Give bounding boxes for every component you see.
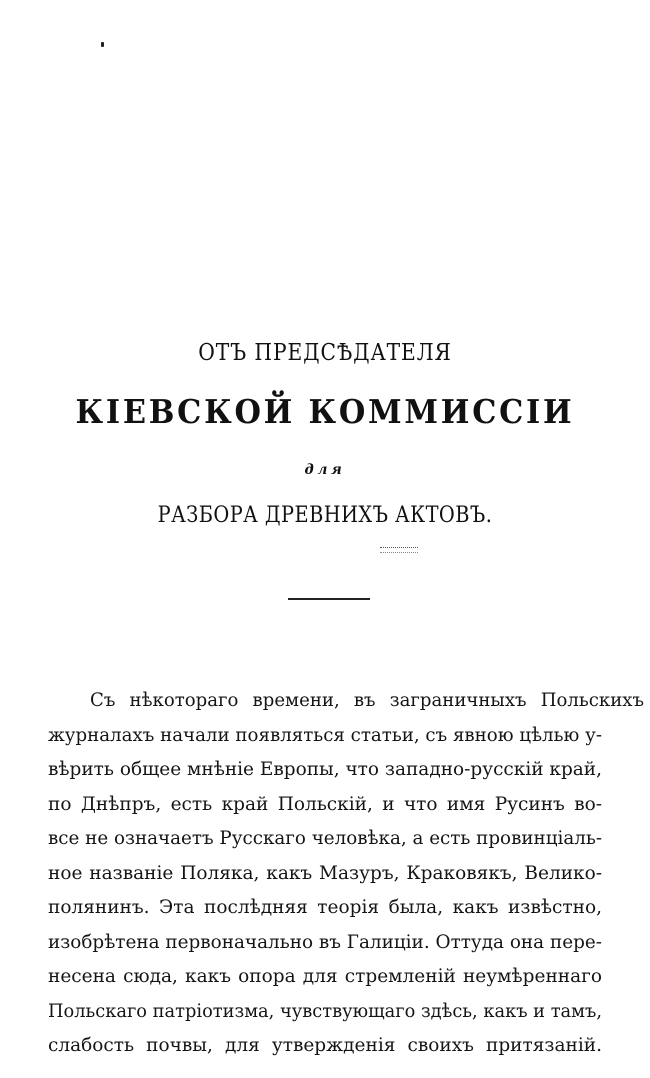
ornament-flourish: [380, 547, 418, 553]
heading-line-4: РАЗБОРА ДРЕВНИХЪ АКТОВЪ.: [157, 503, 493, 528]
body-line: Польскаго патріотизма, чувствующаго здѣсь, какъ и тамъ,: [48, 1000, 602, 1022]
body-line: слабость почвы, для утвержденія своихъ притязаній.: [48, 1035, 602, 1056]
heading-line-3: для: [304, 462, 346, 478]
ink-speck: [101, 42, 104, 47]
body-line: несена сюда, какъ опора для стремленій неумѣреннаго: [48, 966, 602, 987]
heading-line-1: ОТЪ ПРЕДСѢДАТЕЛЯ: [198, 340, 452, 366]
section-divider-rule: [288, 598, 370, 600]
body-paragraph: [48, 684, 644, 1064]
body-line: вѣрить общее мнѣніе Европы, что западно-русскій край,: [48, 759, 602, 780]
body-line: все не означаетъ Русскаго человѣка, а есть провинціаль-: [48, 828, 602, 849]
body-line: ное названіе Поляка, какъ Мазуръ, Краковякъ, Велико-: [48, 862, 602, 884]
body-line: по Днѣпръ, есть край Польскій, и что имя Русинъ во-: [48, 793, 602, 815]
body-line: полянинъ. Эта послѣдняя теорія была, какъ извѣстно,: [48, 897, 602, 918]
heading-line-2: КІЕВСКОЙ КОММИССІИ: [75, 392, 575, 431]
body-line: изобрѣтена первоначально въ Галиціи. Оттуда она пере-: [48, 931, 602, 953]
body-line: журналахъ начали появляться статьи, съ явною цѣлью у-: [48, 724, 602, 746]
body-line: Съ нѣкотораго времени, въ заграничныхъ Польскихъ: [89, 690, 644, 711]
